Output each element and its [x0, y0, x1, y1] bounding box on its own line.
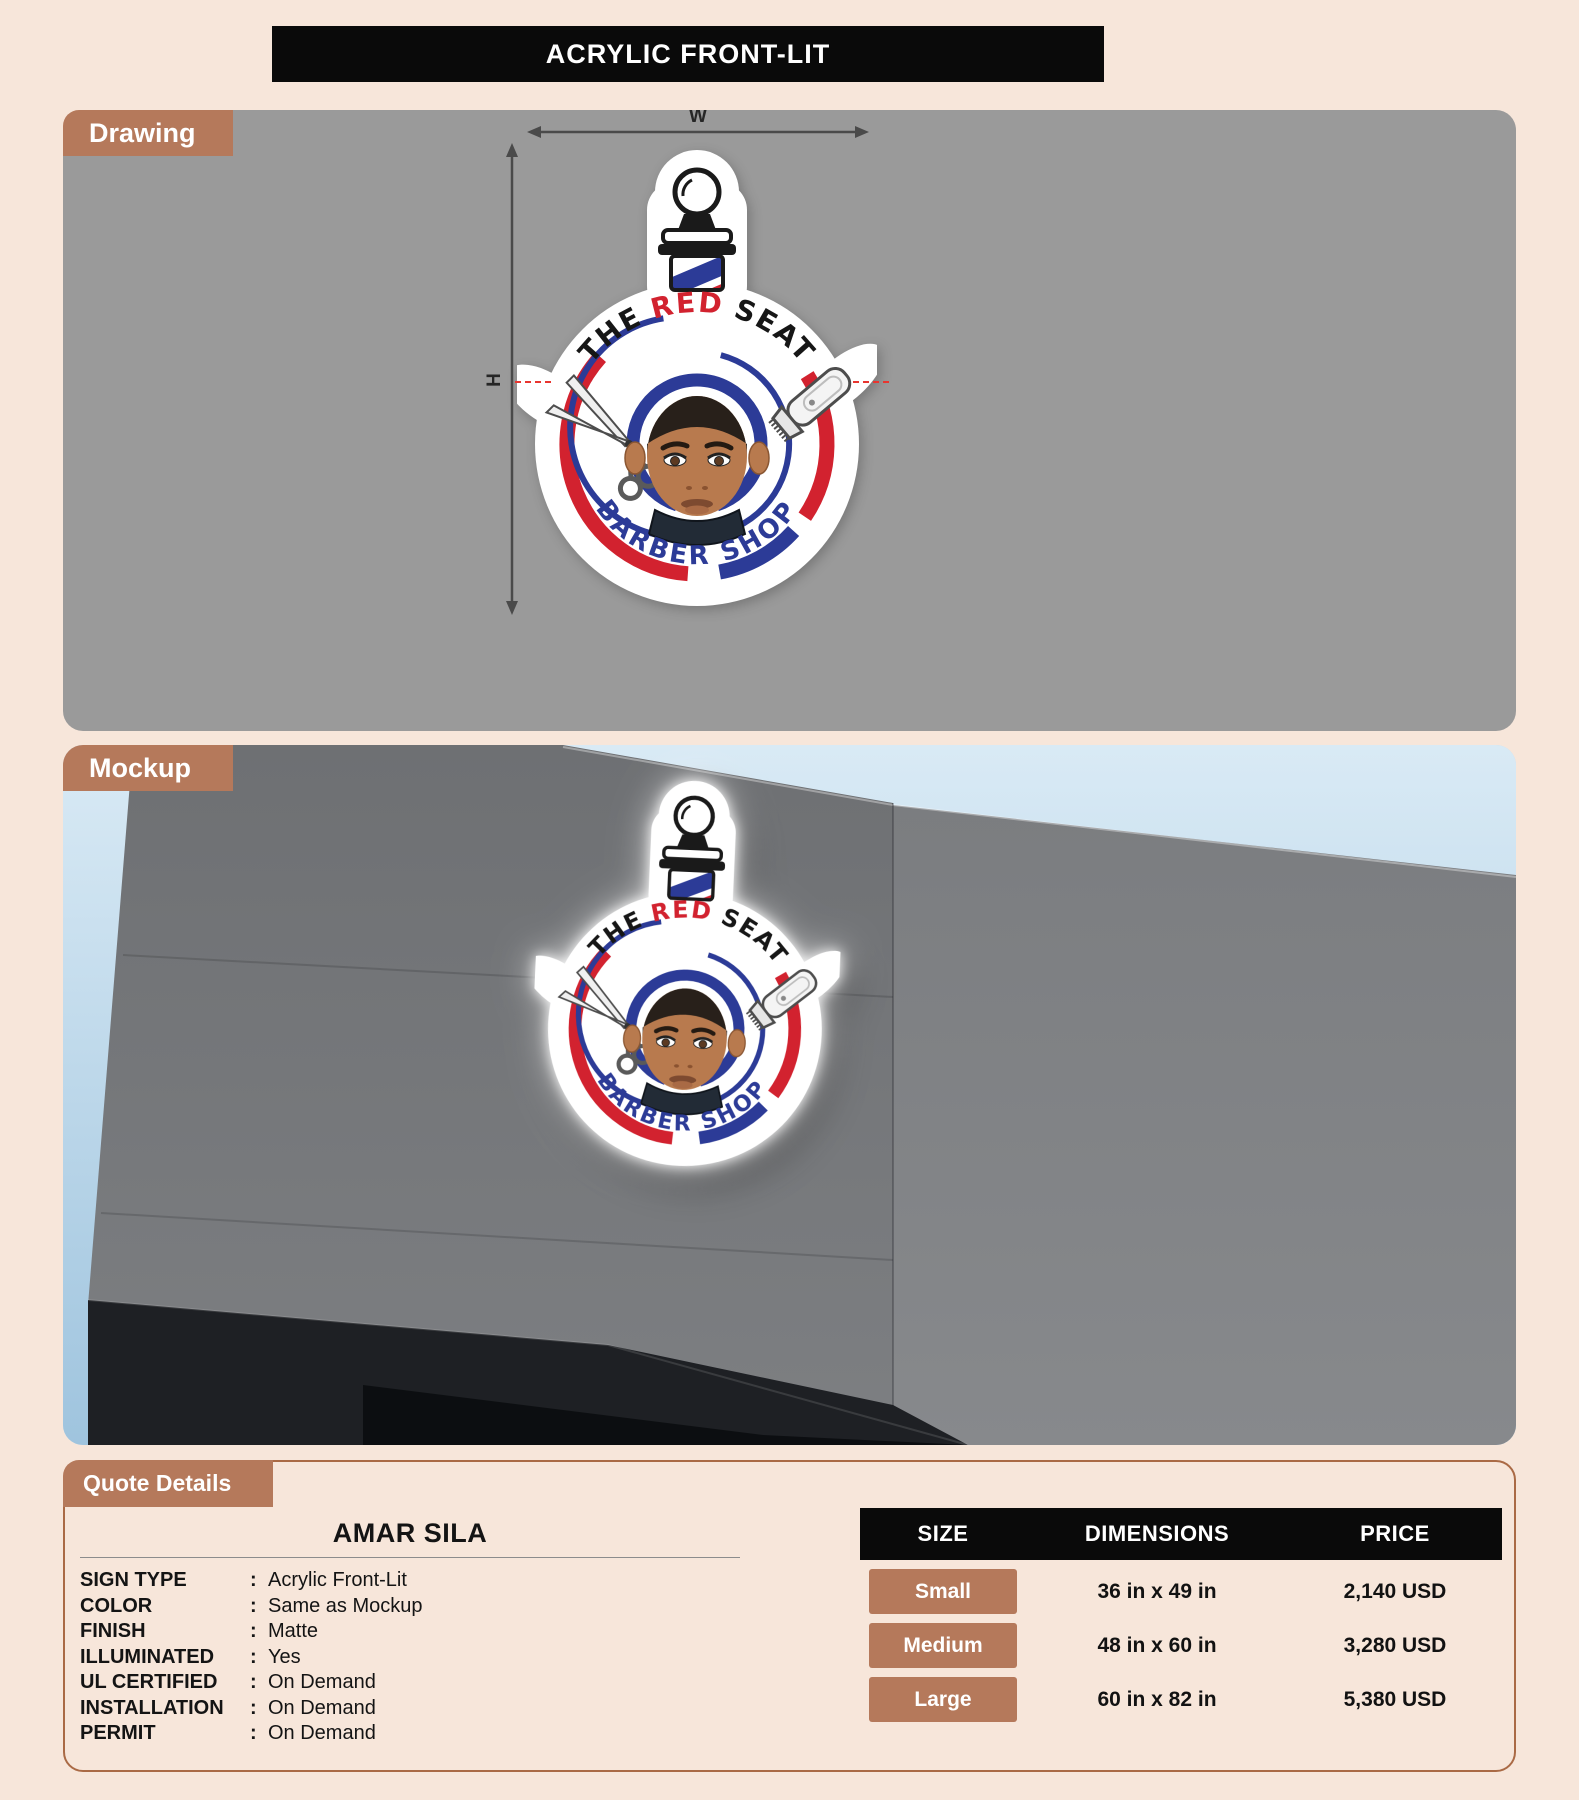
spec-colon: :: [250, 1569, 257, 1591]
mockup-scene: [63, 745, 1516, 1445]
size-chip-medium: Medium: [869, 1623, 1017, 1668]
quote-details-tab: [63, 1460, 273, 1507]
size-chip-small: Small: [869, 1569, 1017, 1614]
drawing-logo: [494, 150, 896, 606]
spec-row-color: [80, 1594, 780, 1620]
spec-row-ul-certified: [80, 1670, 780, 1696]
spec-list: [80, 1568, 780, 1747]
name-divider: [80, 1557, 740, 1558]
width-dimension-arrow: [527, 126, 869, 138]
customer-name: AMAR SILA: [332, 1518, 488, 1548]
dimensions-cell: 60 in x 82 in: [1097, 1687, 1217, 1711]
spec-value: On Demand: [268, 1696, 376, 1719]
dimensions-cell: 36 in x 49 in: [1097, 1579, 1217, 1603]
quote-details-box: [63, 1460, 1516, 1772]
page-title: ACRYLIC FRONT-LIT: [545, 38, 831, 69]
price-cell: 5,380 USD: [1343, 1687, 1447, 1711]
spec-colon: :: [250, 1620, 257, 1642]
mockup-panel: [63, 745, 1516, 1445]
spec-label: ILLUMINATED: [80, 1645, 215, 1668]
spec-label: FINISH: [80, 1620, 146, 1642]
price-cell: 3,280 USD: [1343, 1633, 1447, 1657]
spec-value: Same as Mockup: [268, 1594, 423, 1617]
spec-row-installation: [80, 1696, 780, 1722]
spec-colon: :: [250, 1696, 257, 1719]
quote-details-tab-label: Quote Details: [83, 1470, 232, 1496]
spec-row-illuminated: [80, 1645, 780, 1671]
pricing-header-price: PRICE: [1288, 1508, 1502, 1560]
building-right-face: [893, 805, 1516, 1445]
spec-colon: :: [250, 1645, 257, 1668]
pricing-header-dimensions: DIMENSIONS: [1026, 1508, 1288, 1560]
size-chip-large: Large: [869, 1677, 1017, 1722]
drawing-scene: [63, 110, 1516, 731]
spec-row-finish: [80, 1619, 780, 1645]
spec-value: On Demand: [268, 1722, 376, 1744]
spec-label: SIGN TYPE: [80, 1569, 187, 1591]
dimensions-cell: 48 in x 60 in: [1097, 1633, 1217, 1657]
width-label: W: [689, 110, 707, 127]
pricing-header-size: SIZE: [860, 1508, 1026, 1560]
spec-colon: :: [250, 1722, 257, 1744]
spec-row-permit: [80, 1721, 780, 1747]
height-label: H: [484, 373, 505, 387]
spec-value: Matte: [268, 1620, 319, 1642]
page-title-banner: [272, 26, 1104, 82]
spec-label: COLOR: [80, 1594, 153, 1617]
spec-label: INSTALLATION: [80, 1696, 224, 1719]
mockup-tab-label: Mockup: [89, 752, 192, 783]
drawing-tab-label: Drawing: [89, 117, 196, 148]
spec-colon: :: [250, 1671, 257, 1693]
spec-value: On Demand: [268, 1671, 376, 1693]
spec-label: PERMIT: [80, 1722, 156, 1744]
mockup-tab: [63, 745, 233, 791]
price-cell: 2,140 USD: [1343, 1579, 1447, 1603]
spec-colon: :: [250, 1594, 257, 1617]
spec-value: Acrylic Front-Lit: [268, 1569, 407, 1591]
spec-label: UL CERTIFIED: [80, 1671, 218, 1693]
pricing-table: [860, 1508, 1502, 1722]
drawing-panel: [63, 110, 1516, 731]
spec-value: Yes: [268, 1645, 301, 1668]
spec-row-sign-type: [80, 1568, 780, 1594]
drawing-tab: [63, 110, 233, 156]
height-dimension-arrow: [506, 143, 518, 615]
